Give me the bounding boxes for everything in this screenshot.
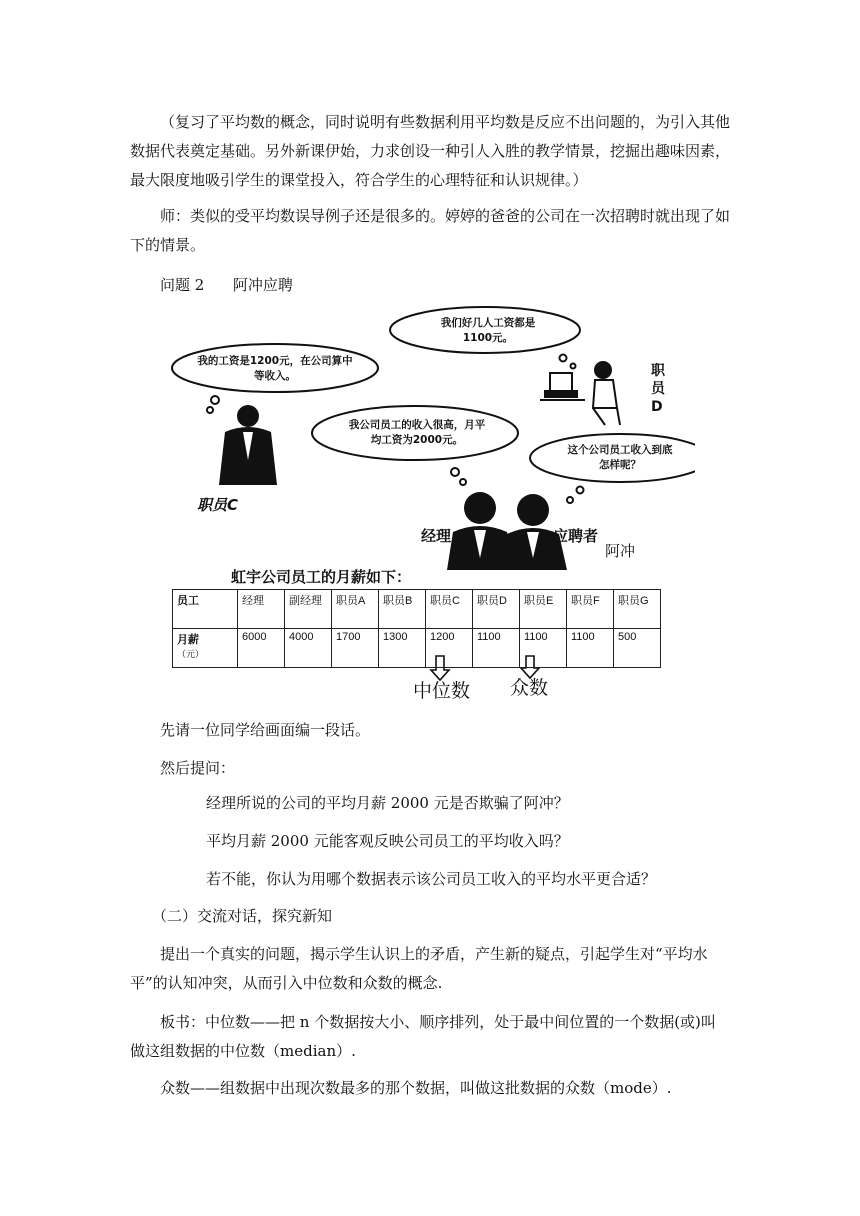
section-heading: （二）交流对话，探究新知 [152, 907, 333, 925]
review-note-paragraph: （复习了平均数的概念，同时说明有些数据利用平均数是反应不出问题的，为引入其他数据代表奠定基础。另外新课伊始，力求创设一种引人入胜的教学情景，挖掘出趣味因素，最大限度地吸引学生的课堂投入，符合学生的心理特征和认识规律。） [130, 113, 731, 189]
table-cell: 职员F [567, 590, 614, 629]
table-title: 虹宇公司员工的月薪如下： [231, 568, 412, 586]
table-cell: 职员B [379, 590, 426, 629]
salary-unit-label: （元） [177, 649, 205, 659]
table-row-salaries [173, 629, 661, 668]
employee-d-figure [540, 362, 620, 425]
table-cell: 4000 [285, 629, 332, 668]
table-cell: 职员A [332, 590, 379, 629]
job-interview-illustration [165, 300, 695, 710]
problem-title: 问题 2 阿冲应聘 [160, 276, 293, 294]
table-cell: 职员G [614, 590, 661, 629]
table-row-employees [173, 590, 661, 629]
question-3: 若不能，你认为用哪个数据表示该公司员工收入的平均水平更合适？ [206, 870, 657, 888]
cloud-text-manager: 我公司员工的收入很高，月平均工资为2000元。 [348, 419, 486, 446]
cloud-text-workers: 我们好几人工资都是1100元。 [440, 317, 536, 344]
median-label: 中位数 [413, 680, 471, 702]
salary-header-label: 月薪 [177, 634, 199, 646]
body-line-1: 先请一位同学给画面编一段话。 [160, 721, 371, 739]
salary-table [172, 589, 661, 668]
label-employee-d: 职员D [651, 363, 665, 415]
teacher-paragraph: 师：类似的受平均数误导例子还是很多的。婷婷的爸爸的公司在一次招聘时就出现了如下的情景。 [130, 207, 731, 254]
table-cell: 经理 [238, 590, 285, 629]
label-manager: 经理 [421, 527, 452, 545]
label-applicant-name: 阿冲 [605, 542, 636, 560]
label-applicant: 应聘者 [553, 527, 599, 545]
table-cell: 副经理 [285, 590, 332, 629]
cloud-text-applicant: 这个公司员工收入到底怎样呢？ [567, 444, 673, 471]
table-cell: 1100 [520, 629, 567, 668]
question-1: 经理所说的公司的平均月薪 2000 元是否欺骗了阿冲？ [206, 794, 569, 812]
table-cell: 6000 [238, 629, 285, 668]
body-line-2: 然后提问： [160, 759, 236, 777]
table-cell: 1200 [426, 629, 473, 668]
table-cell: 1100 [567, 629, 614, 668]
table-header-employee: 员工 [173, 590, 238, 629]
intro-paragraph: 提出一个真实的问题，揭示学生认识上的矛盾，产生新的疑点，引起学生对“平均水平”的认知冲突，从而引入中位数和众数的概念. [130, 945, 708, 992]
mode-definition: 众数——组数据中出现次数最多的那个数据，叫做这批数据的众数（mode）. [160, 1079, 672, 1097]
question-2: 平均月薪 2000 元能客观反映公司员工的平均收入吗？ [206, 832, 569, 850]
mode-label: 众数 [510, 677, 549, 699]
table-cell: 职员C [426, 590, 473, 629]
employee-c-figure [219, 405, 277, 485]
table-cell: 500 [614, 629, 661, 668]
median-definition: 板书：中位数——把 n 个数据按大小、顺序排列，处于最中间位置的一个数据(或)叫做这组数据的中位数（median）. [130, 1013, 716, 1060]
table-cell: 1700 [332, 629, 379, 668]
table-cell: 1300 [379, 629, 426, 668]
cloud-text-employee-c: 我的工资是1200元，在公司算中等收入。 [197, 355, 353, 382]
table-cell: 职员E [520, 590, 567, 629]
table-header-salary [173, 629, 238, 668]
label-employee-c: 职员C [197, 496, 239, 514]
table-cell: 职员D [473, 590, 520, 629]
table-cell: 1100 [473, 629, 520, 668]
